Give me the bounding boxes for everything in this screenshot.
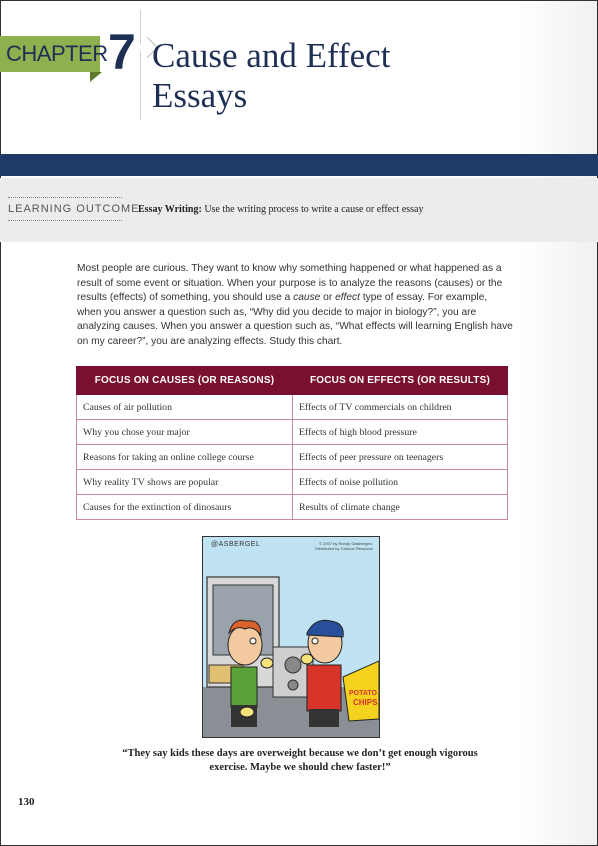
cartoon-speaker-tweeter	[288, 680, 298, 690]
chart-header-effects: FOCUS ON EFFECTS (OR RESULTS)	[292, 367, 507, 395]
chapter-title-line2: Essays	[152, 76, 248, 115]
chapter-tab-fold	[90, 72, 102, 82]
header-band	[0, 154, 598, 176]
table-cell: Causes for the extinction of dinosaurs	[77, 495, 293, 520]
cartoon-caption: “They say kids these days are overweight because we don’t get enough vigorous exercise. Maybe we should chew faster!”	[122, 748, 478, 773]
cartoon-credit: @ASBERGEL	[211, 541, 261, 548]
cartoon-boy-right-pants	[309, 709, 339, 727]
cartoon-copyright: © 2007 by Randy Glasbergen. Distributed by Cartoon Resource	[314, 541, 373, 551]
outcome-dots-top	[8, 197, 122, 198]
cartoon-boy-right-shirt	[307, 665, 341, 711]
cartoon-boy-right-cap	[307, 620, 343, 637]
table-cell: Effects of noise pollution	[292, 470, 507, 495]
table-cell: Results of climate change	[292, 495, 507, 520]
chart-header-row	[77, 367, 508, 395]
cartoon-boy-right-eye	[312, 638, 318, 644]
cartoon-drawing	[203, 537, 379, 737]
cartoon-illustration	[202, 536, 380, 738]
learning-outcome-text	[138, 204, 578, 215]
intro-text-1: Most people are curious. They want to know why something happened or what happened as a result of some event or situation. When your purpose is to analyze the reasons (causes) or the results (effects) of something, you should use a	[77, 263, 503, 304]
intro-effect-word: effect	[335, 292, 360, 304]
intro-or-word: or	[320, 292, 336, 304]
table-cell: Causes of air pollution	[77, 395, 293, 420]
page-number: 130	[18, 796, 35, 808]
intro-cause-word: cause	[293, 292, 321, 304]
cartoon-chip-right	[301, 654, 313, 664]
table-cell: Effects of TV commercials on children	[292, 395, 507, 420]
intro-paragraph	[77, 262, 513, 350]
table-cell: Effects of high blood pressure	[292, 420, 507, 445]
learning-outcome-lead: Essay Writing:	[138, 204, 202, 215]
table-row	[77, 495, 508, 520]
table-cell: Why you chose your major	[77, 420, 293, 445]
learning-outcome-label: LEARNING OUTCOME	[8, 203, 140, 215]
cartoon-bag-text-2: CHIPS	[353, 698, 378, 707]
table-cell: Effects of peer pressure on teenagers	[292, 445, 507, 470]
cartoon-chip-floor	[240, 707, 254, 717]
intro-text-2: type of essay. For example, when you answer a question such as, “Why did you decide to major in biology?”, you are analyzing causes. When you answer a question such as, “What effects will learning English have on my career?”, you are analyzing effects. Study this chart.	[77, 292, 513, 347]
table-row	[77, 470, 508, 495]
cartoon-speaker-cone	[285, 657, 301, 673]
table-cell: Reasons for taking an online college course	[77, 445, 293, 470]
table-row	[77, 420, 508, 445]
cause-effect-chart	[76, 366, 508, 520]
chart-header-causes: FOCUS ON CAUSES (OR REASONS)	[77, 367, 293, 395]
chapter-title	[152, 36, 552, 116]
table-row	[77, 395, 508, 420]
cartoon-boy-left-shirt	[231, 667, 257, 707]
chapter-number: 7	[108, 24, 136, 80]
chapter-label: CHAPTER	[6, 41, 108, 66]
chapter-label-tab	[0, 36, 108, 72]
page-shadow	[518, 0, 598, 846]
table-cell: Why reality TV shows are popular	[77, 470, 293, 495]
cartoon-boy-left-eye	[250, 638, 256, 644]
cartoon-chip-left	[261, 658, 273, 668]
cartoon-bag-text-1: POTATO	[349, 690, 377, 697]
outcome-dots-bottom	[8, 220, 122, 221]
table-row	[77, 445, 508, 470]
header-divider	[140, 10, 141, 120]
learning-outcome-body: Use the writing process to write a cause or effect essay	[204, 204, 424, 215]
chapter-title-line1: Cause and Effect	[152, 36, 391, 75]
